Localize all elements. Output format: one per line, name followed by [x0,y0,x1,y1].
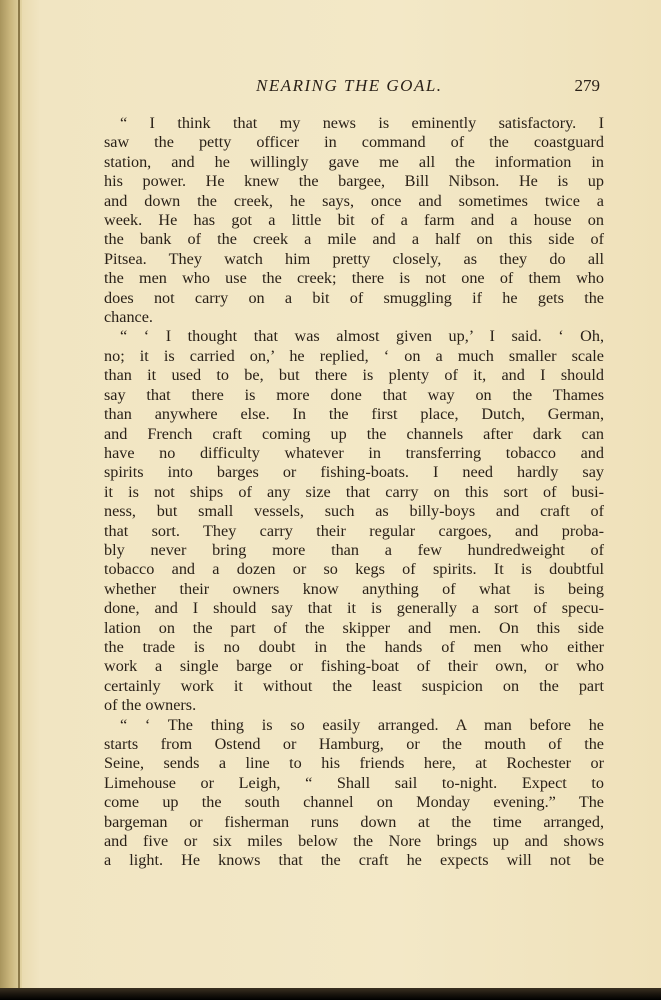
text-line: tobacco and a dozen or so kegs of spirits. It is doubtful [104,560,604,579]
text-line: “ I think that my news is eminently satisfactory. I [120,114,604,132]
text-line: say that there is more done that way on the Thames [104,385,604,404]
text-line: certainly work it without the least suspicion on the part [104,676,604,695]
text-line: saw the petty officer in command of the coastguard [104,133,604,152]
text-line: station, and he willingly gave me all the information in [104,152,604,171]
text-line: Seine, sends a line to his friends here, at Rochester or [104,754,604,773]
text-line: the bank of the creek a mile and a half on this side of [104,230,604,249]
gutter-rule [18,0,20,1000]
text-line: that sort. They carry their regular cargoes, and proba- [104,521,604,540]
text-line: come up the south channel on Monday evening.” The [104,793,604,812]
text-line: the trade is no doubt in the hands of men who either [104,637,604,656]
text-line: done, and I should say that it is generally a sort of specu- [104,599,604,618]
text-line: lation on the part of the skipper and men. On this side [104,618,604,637]
text-line: work a single barge or fishing-boat of their own, or who [104,657,604,676]
text-line: have no difficulty whatever in transferring tobacco and [104,443,604,462]
text-line: chance. [104,308,153,327]
text-line: no; it is carried on,’ he replied, ‘ on a much smaller scale [104,346,604,365]
text-line: than anywhere else. In the first place, Dutch, German, [104,405,604,424]
text-line: bly never bring more than a few hundredweight of [104,540,604,559]
text-line: it is not ships of any size that carry on this sort of busi- [104,482,604,501]
text-line: whether their owners know anything of what is being [104,579,604,598]
text-line: spirits into barges or fishing-boats. I need hardly say [104,463,604,482]
body-text [104,114,604,871]
text-line: starts from Ostend or Hamburg, or the mouth of the [104,735,604,753]
text-line: and French craft coming up the channels after dark can [104,424,604,443]
text-line: of the owners. [104,696,197,715]
text-line: bargeman or fisherman runs down at the time arranged, [104,812,604,831]
text-line: ness, but small vessels, such as billy-boys and craft of [104,502,604,521]
text-line: Limehouse or Leigh, “ Shall sail to-night. Expect to [104,773,604,792]
text-line: “ ‘ I thought that was almost given up,’ I said. ‘ Oh, [120,327,604,346]
page-header [104,76,604,100]
text-line: than it used to be, but there is plenty of it, and I should [104,366,604,385]
running-head: NEARING THE GOAL. [256,76,443,95]
text-line: his power. He knew the bargee, Bill Nibson. He is up [104,172,604,191]
text-line: Pitsea. They watch him pretty closely, as they do all [104,249,604,268]
text-line: and five or six miles below the Nore brings up and shows [104,832,604,851]
text-line: does not carry on a bit of smuggling if he gets the [104,288,604,307]
text-line: week. He has got a little bit of a farm and a house on [104,211,604,230]
text-line: the men who use the creek; there is not one of them who [104,269,604,288]
text-line: “ ‘ The thing is so easily arranged. A man before he [120,715,604,734]
page-bottom-edge [0,988,661,1000]
page-number: 279 [574,76,600,95]
text-line: a light. He knows that the craft he expects will not be [104,851,604,870]
text-line: and down the creek, he says, once and sometimes twice a [104,191,604,210]
